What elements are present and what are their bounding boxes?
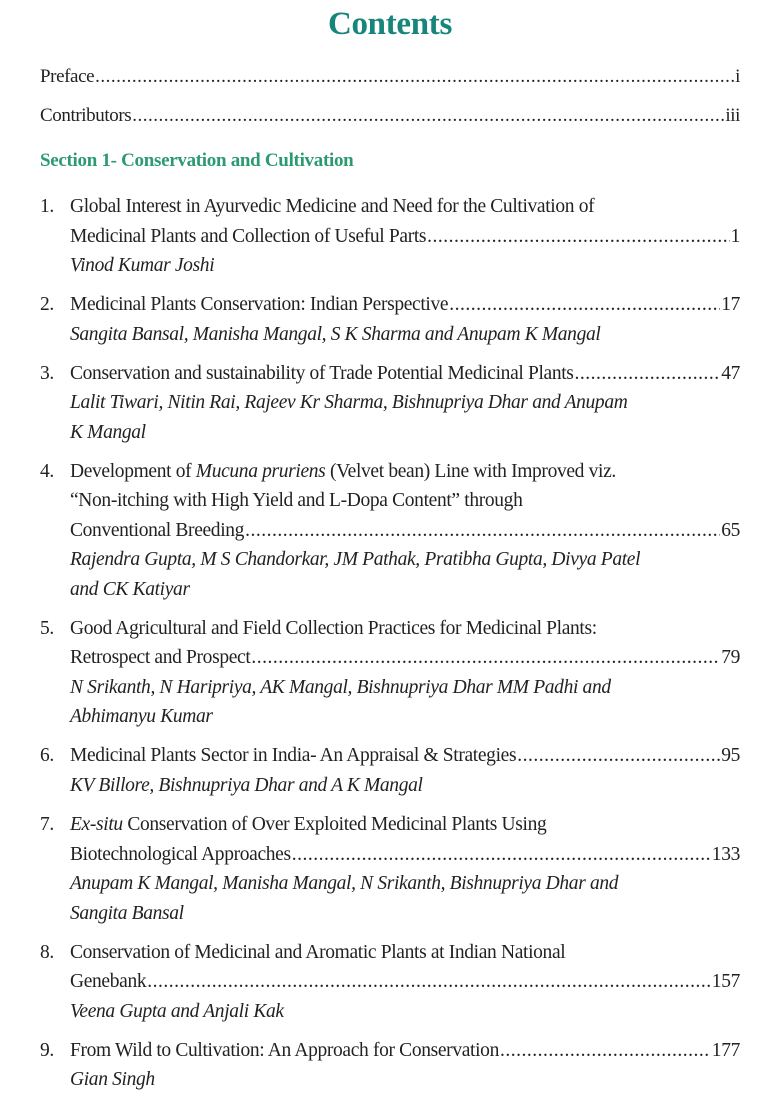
entry-title-line (70, 741, 740, 771)
entry-title-line (70, 516, 740, 546)
entry-title-text (70, 967, 146, 997)
entry-title-line (70, 222, 740, 252)
entry-title-text (70, 840, 291, 870)
entry-title-line (70, 192, 740, 222)
entry-title-text (70, 359, 574, 389)
italic-species-name: Mucuna pruriens (195, 460, 326, 482)
entry-authors: and CK Katiyar (70, 578, 190, 600)
entry-number: 7. (40, 814, 54, 836)
entry-title-line (70, 457, 740, 487)
dot-leader (449, 290, 720, 320)
page-title: Contents (327, 6, 453, 42)
entry-authors: Lalit Tiwari, Nitin Rai, Rajeev Kr Sharma, Bishnupriya Dhar and Anupam (70, 392, 628, 414)
title-segment: From Wild to Cultivation: An Approach for Conservation (70, 1039, 499, 1061)
page-number: 65 (721, 519, 740, 541)
title-segment: Good Agricultural and Field Collection Practices for Medicinal Plants: (70, 617, 597, 639)
entry-body (70, 614, 740, 732)
page-number: 133 (711, 843, 740, 865)
page-number: 177 (711, 1039, 740, 1061)
entry-title-text (70, 741, 516, 771)
entry-body (70, 938, 740, 1027)
entry-title-line (70, 840, 740, 870)
title-segment: Retrospect and Prospect (70, 647, 251, 669)
entry-title-text (70, 516, 244, 546)
dot-leader (292, 840, 711, 870)
entry-number: 4. (40, 460, 54, 482)
dot-leader (95, 66, 734, 88)
entry-title-text (70, 222, 426, 252)
entry-number: 9. (40, 1039, 54, 1061)
toc-entry-preface[interactable] (40, 66, 740, 88)
entry-title-text (70, 196, 594, 217)
toc-entry[interactable] (40, 1036, 740, 1095)
entry-number: 6. (40, 745, 54, 767)
dot-leader (251, 643, 720, 673)
title-segment: Biotechnological Approaches (70, 843, 291, 865)
toc-entry-contributors[interactable] (40, 105, 740, 127)
entry-title-line (70, 486, 740, 516)
entry-title-line (70, 359, 740, 389)
entry-body (70, 457, 740, 605)
entry-authors: N Srikanth, N Haripriya, AK Mangal, Bishnupriya Dhar MM Padhi and (70, 676, 611, 698)
entry-authors: Veena Gupta and Anjali Kak (70, 1000, 284, 1022)
title-segment: (Velvet bean) Line with Improved viz. (325, 460, 616, 482)
entry-title-line (70, 810, 740, 840)
entry-title-text (70, 942, 565, 963)
entry-title-line (70, 290, 740, 320)
title-segment: Conventional Breeding (70, 519, 245, 541)
entry-title-line (70, 967, 740, 997)
dot-leader (132, 105, 724, 127)
entry-number: 5. (40, 617, 54, 639)
dot-leader (517, 741, 720, 771)
title-segment: Medicinal Plants Conservation: Indian Perspective (70, 294, 449, 316)
entry-number: 3. (40, 362, 54, 384)
entry-body (70, 1036, 740, 1095)
entry-authors: Anupam K Mangal, Manisha Mangal, N Srikanth, Bishnupriya Dhar and (70, 873, 619, 895)
entry-body (70, 290, 740, 349)
entry-body (70, 741, 740, 800)
toc-entry[interactable] (40, 457, 740, 605)
page-number: iii (725, 105, 740, 126)
entry-authors: K Mangal (70, 421, 146, 443)
entry-title-text (70, 461, 616, 482)
title-segment: Conservation of Medicinal and Aromatic Plants at Indian National (70, 941, 566, 963)
italic-species-name: Ex-situ (70, 814, 123, 836)
entry-body (70, 810, 740, 928)
entry-authors: Sangita Bansal (70, 902, 184, 924)
entry-authors: KV Billore, Bishnupriya Dhar and A K Mangal (70, 774, 423, 796)
entry-title: Preface (40, 66, 95, 87)
toc-list (40, 192, 740, 1104)
page-number: 79 (721, 647, 740, 669)
entry-body (70, 192, 740, 281)
entry-number: 2. (40, 294, 54, 316)
entry-title-line (70, 938, 740, 968)
entry-body (70, 359, 740, 448)
entry-authors: Gian Singh (70, 1069, 155, 1091)
entry-title-line (70, 1036, 740, 1066)
page-number: 17 (721, 294, 740, 316)
title-segment: Conservation of Over Exploited Medicinal Plants Using (122, 814, 547, 836)
entry-title-text (70, 490, 522, 511)
title-segment: Medicinal Plants Sector in India- An Appraisal & Strategies (70, 745, 517, 767)
toc-entry[interactable] (40, 192, 740, 281)
page-number: 1 (730, 225, 740, 247)
toc-entry[interactable] (40, 359, 740, 448)
title-segment: Development of (70, 460, 196, 482)
dot-leader (245, 516, 720, 546)
dot-leader (500, 1036, 711, 1066)
entry-title-text (70, 618, 597, 639)
entry-title-text (70, 290, 448, 320)
entry-authors: Sangita Bansal, Manisha Mangal, S K Sharma and Anupam K Mangal (70, 323, 601, 345)
dot-leader (427, 222, 729, 252)
entry-number: 1. (40, 196, 54, 217)
toc-entry[interactable] (40, 938, 740, 1027)
title-segment: Medicinal Plants and Collection of Useful Parts (70, 225, 427, 247)
entry-authors: Abhimanyu Kumar (70, 706, 213, 728)
entry-title-line (70, 614, 740, 644)
entry-authors: Vinod Kumar Joshi (70, 255, 215, 276)
title-segment: Global Interest in Ayurvedic Medicine and Need for the Cultivation of (70, 196, 595, 217)
entry-title: Contributors (40, 105, 132, 126)
dot-leader (147, 967, 711, 997)
entry-number: 8. (40, 941, 54, 963)
page-number: i (735, 66, 740, 87)
page-number: 95 (721, 745, 740, 767)
title-segment: Conservation and sustainability of Trade Potential Medicinal Plants (70, 362, 574, 384)
title-segment: “Non-itching with High Yield and L-Dopa Content” through (70, 490, 523, 512)
toc-entry[interactable] (40, 290, 740, 349)
toc-entry[interactable] (40, 741, 740, 800)
section-heading: Section 1- Conservation and Cultivation (40, 150, 354, 171)
entry-authors: Rajendra Gupta, M S Chandorkar, JM Pathak, Pratibha Gupta, Divya Patel (70, 549, 641, 571)
title-segment: Genebank (70, 971, 147, 993)
entry-title-text (70, 1036, 499, 1066)
entry-title-text (70, 643, 250, 673)
entry-title-text (70, 814, 546, 835)
entry-title-line (70, 643, 740, 673)
page-number: 157 (711, 971, 740, 993)
dot-leader (575, 359, 721, 389)
page-number: 47 (721, 362, 740, 384)
toc-entry[interactable] (40, 614, 740, 732)
toc-entry[interactable] (40, 810, 740, 928)
